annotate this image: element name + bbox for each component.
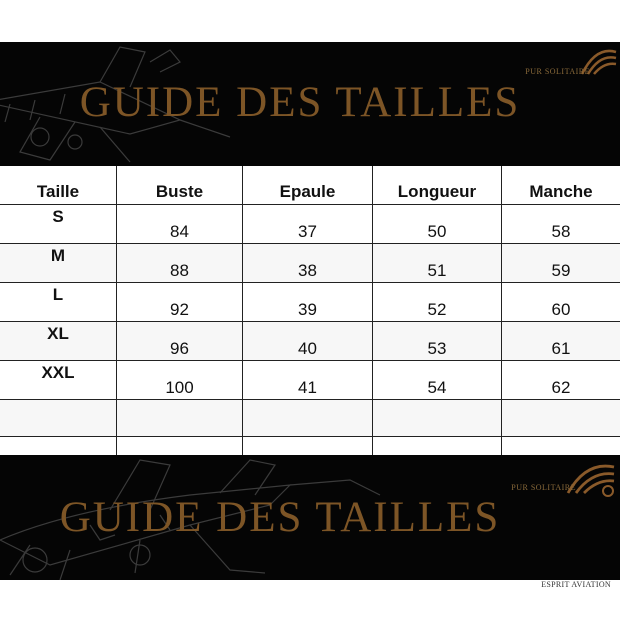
table-row	[0, 205, 620, 244]
cell-epaule: 39	[243, 283, 373, 322]
cell-buste: 92	[117, 283, 243, 322]
cell-longueur: 50	[373, 205, 502, 244]
table-row	[0, 361, 620, 400]
table-row	[0, 283, 620, 322]
empty-cell	[373, 400, 502, 437]
empty-cell	[117, 400, 243, 437]
empty-cell	[502, 400, 620, 437]
brand-text: PUR SOLITAIRE	[525, 67, 590, 76]
table-row-empty	[0, 400, 620, 437]
cell-longueur: 54	[373, 361, 502, 400]
cell-buste: 100	[117, 361, 243, 400]
size-label: S	[0, 205, 117, 244]
cell-manche: 58	[502, 205, 620, 244]
cell-buste: 96	[117, 322, 243, 361]
size-label: XXL	[0, 361, 117, 400]
table-header-row	[0, 166, 620, 205]
size-label: M	[0, 244, 117, 283]
cell-longueur: 53	[373, 322, 502, 361]
header-epaule: Epaule	[243, 166, 373, 205]
banner-title: GUIDE DES TAILLES	[79, 79, 521, 126]
cell-epaule: 41	[243, 361, 373, 400]
header-longueur: Longueur	[373, 166, 502, 205]
cell-buste: 84	[117, 205, 243, 244]
top-banner	[0, 42, 620, 166]
cell-manche: 62	[502, 361, 620, 400]
size-label: XL	[0, 322, 117, 361]
cell-manche: 61	[502, 322, 620, 361]
header-buste: Buste	[117, 166, 243, 205]
cell-buste: 88	[117, 244, 243, 283]
bottom-banner	[0, 455, 620, 580]
size-label: L	[0, 283, 117, 322]
cell-epaule: 38	[243, 244, 373, 283]
cell-longueur: 51	[373, 244, 502, 283]
empty-cell	[0, 400, 117, 437]
table-row	[0, 322, 620, 361]
cell-epaule: 40	[243, 322, 373, 361]
header-manche: Manche	[502, 166, 620, 205]
cell-longueur: 52	[373, 283, 502, 322]
size-table	[0, 166, 620, 473]
cell-epaule: 37	[243, 205, 373, 244]
cell-manche: 60	[502, 283, 620, 322]
banner-title: GUIDE DES TAILLES	[59, 494, 501, 541]
brand-text: PUR SOLITAIRE	[511, 483, 576, 492]
header-taille: Taille	[0, 166, 117, 205]
table-row	[0, 244, 620, 283]
cell-manche: 59	[502, 244, 620, 283]
empty-cell	[243, 400, 373, 437]
caption-esprit-aviation: ESPRIT AVIATION	[541, 580, 611, 589]
